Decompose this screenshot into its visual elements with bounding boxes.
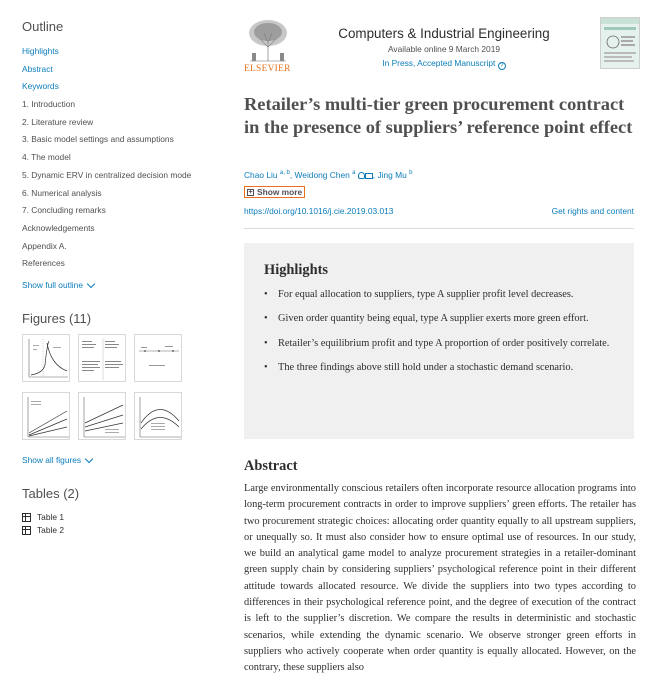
outline-list — [22, 44, 191, 274]
author-link[interactable] — [295, 170, 373, 180]
publisher-header — [244, 17, 634, 75]
get-rights-link[interactable]: Get rights and content — [551, 206, 634, 216]
journal-title-link[interactable]: Computers & Industrial Engineering — [338, 26, 550, 41]
outline-item-dynamic-erv[interactable]: 5. Dynamic ERV in centralized decision mode — [22, 169, 192, 180]
figure-thumbnail[interactable] — [78, 334, 126, 382]
outline-item-acknowledgements[interactable]: Acknowledgements — [22, 222, 95, 233]
table-icon — [22, 513, 31, 522]
author-affiliation: a, b — [279, 170, 290, 177]
outline-item-highlights[interactable]: Highlights — [22, 46, 59, 56]
show-more-label: Show more — [257, 187, 303, 197]
mail-icon — [365, 173, 373, 179]
journal-cover-thumbnail[interactable] — [600, 17, 640, 69]
author-affiliation: a — [352, 170, 356, 177]
outline-item-abstract[interactable]: Abstract — [22, 63, 53, 74]
divider — [244, 228, 634, 229]
figures-title: Figures (11) — [22, 311, 92, 326]
highlights-list — [264, 287, 614, 376]
article-title: Retailer’s multi-tier green procurement contract in the presence of suppliers’ reference point effect — [244, 94, 633, 137]
table-link-label: Table 2 — [37, 525, 65, 535]
author-affiliation: b — [409, 170, 413, 177]
author-link[interactable] — [377, 170, 412, 180]
table-icon — [22, 526, 31, 535]
figure-thumbnail[interactable] — [134, 334, 182, 382]
outline-item-appendix[interactable]: Appendix A. — [22, 240, 67, 251]
highlight-item: • The three findings above still hold under a stochastic demand scenario. — [264, 360, 614, 375]
outline-item-introduction[interactable]: 1. Introduction — [22, 99, 76, 110]
in-press-status[interactable] — [314, 58, 574, 70]
elsevier-logo[interactable] — [244, 17, 292, 75]
info-icon: ? — [498, 62, 506, 70]
figure-thumbnail[interactable] — [78, 392, 126, 440]
show-full-outline-label: Show full outline — [22, 280, 83, 290]
show-all-figures-link[interactable] — [22, 455, 92, 465]
highlight-item: • For equal allocation to suppliers, type A supplier profit level decreases. — [264, 287, 614, 302]
outline-item-keywords[interactable]: Keywords — [22, 81, 59, 92]
figure-6-thumbnail-graphic — [135, 393, 182, 440]
figure-1-thumbnail-graphic — [23, 335, 70, 382]
outline-item-literature-review[interactable]: 2. Literature review — [22, 116, 94, 127]
outline-item-numerical-analysis[interactable]: 6. Numerical analysis — [22, 187, 102, 198]
author-name: Weidong Chen — [294, 170, 350, 180]
figure-3-thumbnail-graphic — [135, 335, 182, 382]
outline-item-concluding-remarks[interactable]: 7. Concluding remarks — [22, 205, 106, 216]
elsevier-wordmark: ELSEVIER — [244, 64, 291, 74]
show-more-button[interactable] — [244, 186, 305, 198]
table-link-2[interactable] — [22, 525, 64, 535]
author-name: Chao Liu — [244, 170, 278, 180]
outline-item-the-model[interactable]: 4. The model — [22, 152, 71, 163]
abstract-heading: Abstract — [244, 458, 298, 474]
highlights-heading: Highlights — [264, 262, 328, 278]
table-link-1[interactable] — [22, 512, 64, 522]
available-online-date: Available online 9 March 2019 — [387, 44, 501, 54]
show-all-figures-label: Show all figures — [22, 455, 82, 465]
chevron-down-icon — [87, 279, 95, 287]
author-link[interactable] — [244, 170, 290, 180]
figure-4-thumbnail-graphic — [23, 393, 70, 440]
highlights-section — [244, 243, 634, 439]
doi-link[interactable]: https://doi.org/10.1016/j.cie.2019.03.013 — [244, 206, 394, 216]
person-icon — [358, 172, 365, 179]
figure-thumbnail[interactable] — [22, 392, 70, 440]
chevron-down-icon — [85, 454, 93, 462]
article-main — [236, 0, 650, 689]
figure-thumbnail[interactable] — [22, 334, 70, 382]
outline-title: Outline — [22, 19, 64, 34]
author-list: Chao Liu $^{a, b}$, Weidong Chen $^a$ , Jing Mu $^b$ — [244, 170, 413, 180]
highlight-item: • Given order quantity being equal, type A supplier exerts more green effort. — [264, 311, 614, 326]
plus-icon: + — [248, 188, 253, 196]
sidebar — [0, 0, 222, 689]
in-press-label: In Press, Accepted Manuscript — [382, 58, 496, 68]
outline-item-basic-model[interactable]: 3. Basic model settings and assumptions — [22, 134, 174, 145]
show-full-outline-link[interactable] — [22, 280, 94, 290]
figure-thumbnail[interactable] — [134, 392, 182, 440]
table-link-label: Table 1 — [37, 512, 65, 522]
outline-item-references[interactable]: References — [22, 258, 65, 269]
figure-5-thumbnail-graphic — [79, 393, 126, 440]
elsevier-tree-icon — [244, 17, 292, 63]
tables-title: Tables (2) — [22, 486, 80, 501]
journal-cover-graphic — [601, 18, 639, 68]
highlight-item: • Retailer’s equilibrium profit and type A proportion of order positively correlate. — [264, 336, 614, 351]
figure-2-thumbnail-graphic — [79, 335, 126, 382]
author-name: Jing Mu — [377, 170, 407, 180]
abstract-text: Large environmentally conscious retailers often incorporate resource allocation programs into long-term procurement contracts in order to improve suppliers’ green efforts. The retailer has two procurement strategic choices: allocating order quantity equally to all upstream suppliers, or unequally so. It must also consider how to ensure optimal use of resources. In our study, we build an analytical game model to analyze procurement strategies in a retailer-dominant green supply chain by considering suppliers’ psychological reference point in their different attitude towards allocated resource. We divide the suppliers into two types according to differences in their psychological reference point, and the degree of execution of the contract is left to the supplier’s discretion. We compare the results in deterministic and stochastic scenarios, while extending the dynamic scenario. We observe stronger green efforts in suppliers who actively cooperate when order quantity is equally allocated. However, on the contrary, these suppliers also — [244, 483, 636, 674]
